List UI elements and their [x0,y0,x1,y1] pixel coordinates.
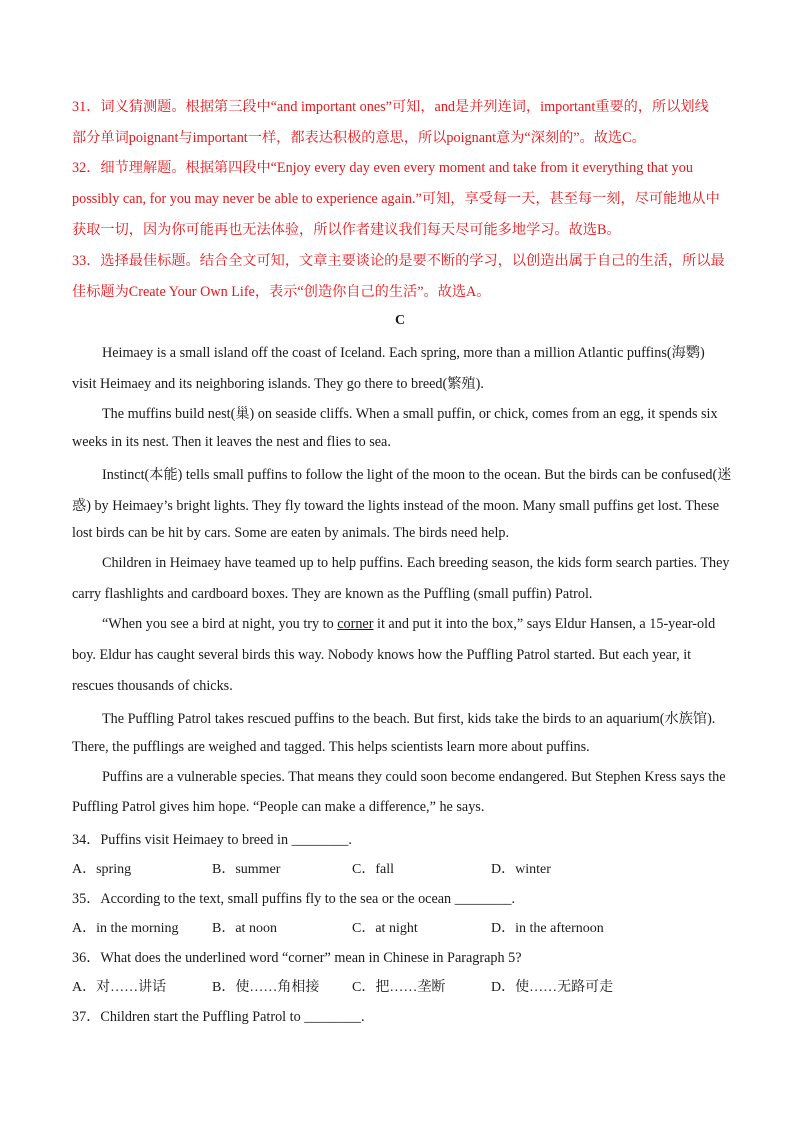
passage-line: boy. Eldur has caught several birds this way. Nobody knows how the Puffling Patrol started. But each year, it [72,647,692,663]
answer-explanation-31-line2: 部分单词poignant与important一样，都表达积极的意思，所以poignant意为“深刻的”。故选C。 [72,130,646,146]
passage-line: Heimaey is a small island off the coast of Iceland. Each spring, more than a million Atlantic puffins(海鹦) [102,345,705,361]
passage-line [102,616,762,633]
question-35-stem: 35．According to the text, small puffins fly to the sea or the ocean ________. [72,891,515,907]
answer-explanation-33-line1: 33．选择最佳标题。结合全文可知，文章主要谈论的是要不断的学习，以创造出属于自己的生活，所以最 [72,253,725,269]
passage-line: Children in Heimaey have teamed up to help puffins. Each breeding season, the kids form search parties. They [102,555,730,571]
question-34-option-b[interactable]: B．summer [212,862,281,877]
question-36-stem: 36．What does the underlined word “corner” mean in Chinese in Paragraph 5? [72,950,522,966]
question-36-option-a[interactable]: A．对……讲话 [72,980,167,995]
quote-text-cont: it and put it into the box,” says Eldur Hansen, a 15-year-old [373,616,716,632]
question-34-stem: 34．Puffins visit Heimaey to breed in ________. [72,832,352,848]
quote-text: “When you see a bird at night, you try to [102,616,338,632]
passage-line: The muffins build nest(巢) on seaside cliffs. When a small puffin, or chick, comes from an egg, it spends six [102,406,718,422]
question-34-option-c[interactable]: C．fall [352,862,394,877]
question-35-option-d[interactable]: D．in the afternoon [491,921,604,936]
passage-line: 惑) by Heimaey’s bright lights. They fly toward the lights instead of the moon. Many small puffins get lost. These [72,498,720,514]
question-36-option-c[interactable]: C．把……垄断 [352,980,446,995]
passage-line: weeks in its nest. Then it leaves the nest and flies to sea. [72,434,391,450]
passage-line: rescues thousands of chicks. [72,678,233,694]
underlined-word-corner: corner [337,616,374,632]
passage-line: There, the pufflings are weighed and tagged. This helps scientists learn more about puffins. [72,739,590,755]
answer-explanation-33-line2: 佳标题为Create Your Own Life，表示“创造你自己的生活”。故选A。 [72,284,491,300]
question-36-option-d[interactable]: D．使……无路可走 [491,980,614,995]
question-34-option-d[interactable]: D．winter [491,862,551,877]
answer-explanation-32-line2: possibly can, for you may never be able to experience again.”可知，享受每一天，甚至每一刻，尽可能地从中 [72,191,720,207]
passage-line: Puffins are a vulnerable species. That means they could soon become endangered. But Stephen Kress says the [102,769,726,785]
question-35-option-b[interactable]: B．at noon [212,921,277,936]
answer-explanation-32-line1: 32．细节理解题。根据第四段中“Enjoy every day even every moment and take from it everything that you [72,160,693,176]
question-36-option-b[interactable]: B．使……角相接 [212,980,320,995]
passage-line: Instinct(本能) tells small puffins to follow the light of the moon to the ocean. But the birds can be confused(迷 [102,467,732,483]
question-37-stem: 37．Children start the Puffling Patrol to ________. [72,1009,365,1025]
section-title: C [394,313,406,328]
answer-explanation-31-line1: 31．词义猜测题。根据第三段中“and important ones”可知，and是并列连词，important重要的，所以划线 [72,99,709,115]
passage-line: The Puffling Patrol takes rescued puffins to the beach. But first, kids take the birds to an aquarium(水族馆). [102,711,716,727]
question-35-option-a[interactable]: A．in the morning [72,921,179,936]
question-35-option-c[interactable]: C．at night [352,921,418,936]
passage-line: carry flashlights and cardboard boxes. They are known as the Puffling (small puffin) Patrol. [72,586,593,602]
passage-line: Puffling Patrol gives him hope. “People can make a difference,” he says. [72,799,485,815]
passage-line: lost birds can be hit by cars. Some are eaten by animals. The birds need help. [72,525,510,541]
answer-explanation-32-line3: 获取一切，因为你可能再也无法体验，所以作者建议我们每天尽可能多地学习。故选B。 [72,222,621,238]
passage-line: visit Heimaey and its neighboring islands. They go there to breed(繁殖). [72,376,484,392]
question-34-option-a[interactable]: A．spring [72,862,132,877]
